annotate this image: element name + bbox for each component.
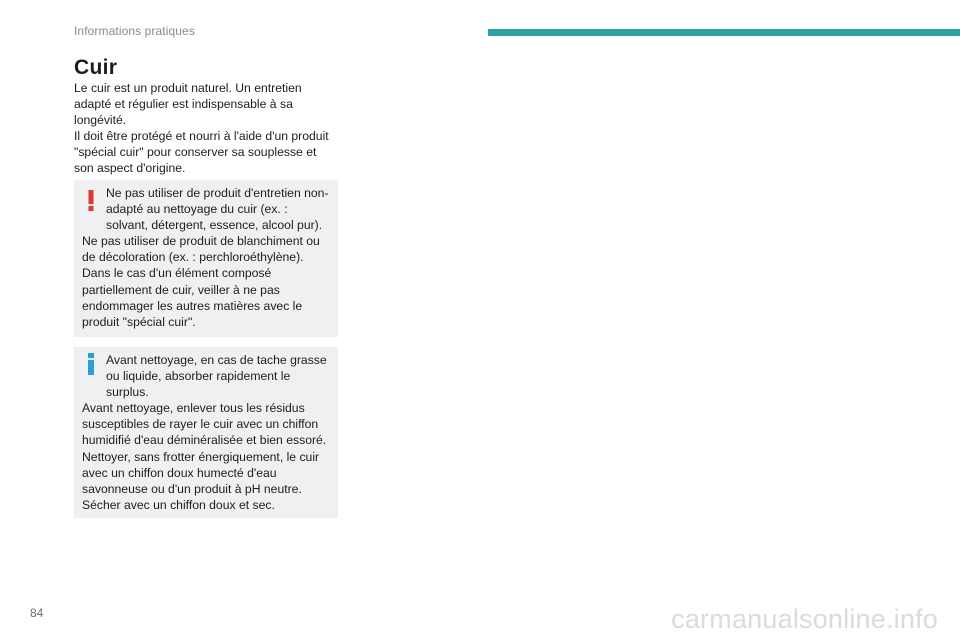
exclamation-icon: [88, 190, 94, 211]
warning-line-1: Ne pas utiliser de produit d'entretien non-adapté au nettoyage du cuir (ex. : solvant, détergent, essence, alcool pur).: [106, 186, 329, 233]
section-title: Cuir: [74, 56, 118, 79]
info-line-3: Nettoyer, sans frotter énergiquement, le cuir avec un chiffon doux humecté d'eau savonneuse ou d'un produit à pH neutre.: [82, 449, 320, 496]
info-line-4: Sécher avec un chiffon doux et sec.: [82, 497, 275, 512]
intro-text: [74, 80, 336, 177]
warning-line-3: Dans le cas d'un élément composé partiellement de cuir, veiller à ne pas endommager les autres matières avec le produit "spécial cuir".: [82, 266, 303, 329]
intro-paragraph-1: Le cuir est un produit naturel. Un entretien adapté et régulier est indispensable à sa longévité.: [74, 81, 302, 128]
watermark: carmanualsonline.info: [671, 604, 938, 634]
info-line-2: Avant nettoyage, enlever tous les résidus susceptibles de rayer le cuir avec un chiffon humidifié d'eau déminéralisée et bien essoré.: [82, 401, 327, 448]
running-header: Informations pratiques: [74, 24, 195, 38]
page-number: 84: [30, 606, 44, 620]
intro-paragraph-2: Il doit être protégé et nourri à l'aide d'un produit "spécial cuir" pour conserver sa souplesse et son aspect d'origine.: [74, 129, 329, 176]
warning-line-2: Ne pas utiliser de produit de blanchiment ou de décoloration (ex. : perchloroéthylène).: [82, 234, 320, 265]
warning-box: [74, 180, 338, 337]
header-accent-rule: [488, 29, 960, 36]
info-box: [74, 347, 338, 518]
info-line-1: Avant nettoyage, en cas de tache grasse ou liquide, absorber rapidement le surplus.: [106, 353, 327, 400]
info-icon: [86, 353, 96, 375]
